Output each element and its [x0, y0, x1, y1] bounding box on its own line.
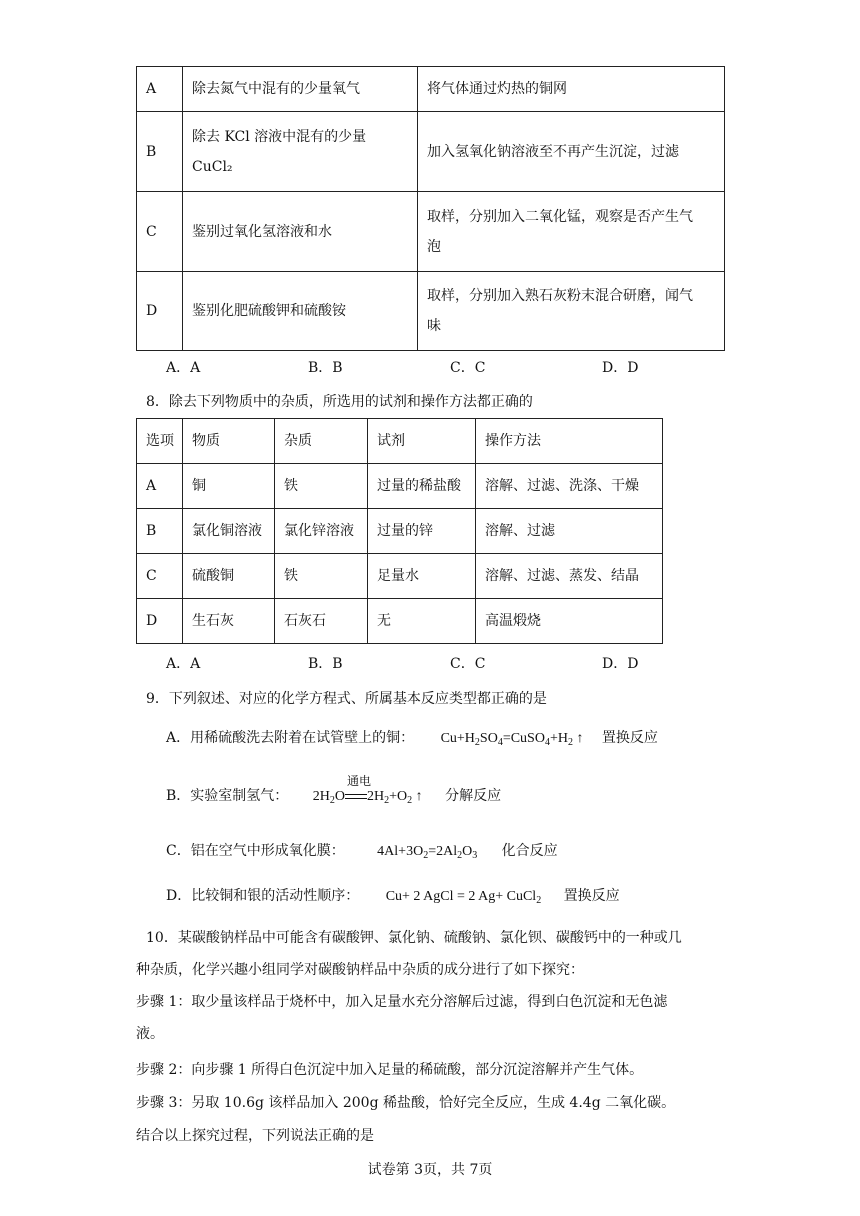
q8-stem: 8．除去下列物质中的杂质，所选用的试剂和操作方法都正确的	[146, 394, 533, 410]
table-cell: 硫酸铜	[183, 554, 275, 599]
q9-option-c[interactable]	[166, 840, 558, 863]
option-text: A．用稀硫酸洗去附着在试管壁上的铜：	[166, 730, 415, 746]
choice-a[interactable]: A．A	[166, 656, 201, 672]
q10-step1-line: 液。	[136, 1026, 164, 1042]
option-cell: B	[137, 112, 183, 192]
table-cell: B	[137, 509, 183, 554]
choice-d[interactable]: D．D	[602, 360, 639, 376]
choice-b[interactable]: B．B	[308, 656, 343, 672]
purpose-cell: 除去氮气中混有的少量氧气	[183, 67, 418, 112]
equation: Cu+ 2 AgCl = 2 Ag+ CuCl$_2$	[385, 889, 542, 906]
method-cell	[418, 192, 725, 272]
equation: $4Al+3O_2=2Al_2O_3$	[377, 844, 478, 861]
option-cell: A	[137, 67, 183, 112]
option-cell: D	[137, 272, 183, 351]
reaction-type: 分解反应	[445, 788, 502, 804]
q8-options	[166, 653, 744, 675]
purpose-cell: 鉴别过氧化氢溶液和水	[183, 192, 418, 272]
choice-a[interactable]: A．A	[166, 360, 201, 376]
option-text: C．铝在空气中形成氧化膜：	[166, 843, 345, 859]
equation: $2H_2O$ 通电 $2H_2+O_2$ ↑	[313, 789, 423, 804]
method-line: 味	[427, 318, 441, 334]
purpose-cell: 鉴别化肥硫酸钾和硫酸铵	[183, 272, 418, 351]
header-cell: 杂质	[275, 419, 368, 464]
choice-c[interactable]: C．C	[450, 360, 486, 376]
reaction-type: 化合反应	[501, 843, 558, 859]
q9-option-b[interactable]	[166, 774, 502, 808]
q10-step3: 步骤 3：另取 10.6g 该样品加入 200g 稀盐酸，恰好完全反应，生成 4.4g 二氧化碳。	[136, 1095, 676, 1111]
purpose-line: CuCl₂	[192, 158, 233, 175]
table-cell: 无	[368, 599, 476, 644]
table-row	[137, 599, 663, 644]
table-cell: D	[137, 599, 183, 644]
reaction-type: 置换反应	[601, 730, 658, 746]
table-cell: 溶解、过滤、洗涤、干燥	[476, 464, 663, 509]
method-cell: 将气体通过灼热的铜网	[418, 67, 725, 112]
method-line: 取样，分别加入熟石灰粉末混合研磨，闻气	[427, 288, 693, 304]
table-cell: 溶解、过滤、蒸发、结晶	[476, 554, 663, 599]
q9-option-a[interactable]	[166, 727, 658, 750]
table-cell: 铁	[275, 554, 368, 599]
purpose-line: 除去 KCl 溶液中混有的少量	[192, 128, 367, 145]
table-row	[137, 272, 725, 351]
table-row	[137, 464, 663, 509]
table-cell: 溶解、过滤	[476, 509, 663, 554]
header-cell: 操作方法	[476, 419, 663, 464]
q10-step1-line: 步骤 1：取少量该样品于烧杯中，加入足量水充分溶解后过滤，得到白色沉淀和无色滤	[136, 994, 668, 1010]
choice-d[interactable]: D．D	[602, 656, 639, 672]
method-cell: 加入氢氧化钠溶液至不再产生沉淀，过滤	[418, 112, 725, 192]
table-cell: A	[137, 464, 183, 509]
table-cell: 过量的稀盐酸	[368, 464, 476, 509]
table-row	[137, 67, 725, 112]
table-cell: 生石灰	[183, 599, 275, 644]
q10-conclusion: 结合以上探究过程，下列说法正确的是	[136, 1128, 374, 1144]
table-row	[137, 112, 725, 192]
purpose-cell	[183, 112, 418, 192]
q7-options	[166, 357, 744, 379]
table-row	[137, 554, 663, 599]
equals-sign	[345, 794, 367, 799]
method-line: 取样，分别加入二氧化锰，观察是否产生气	[427, 208, 693, 225]
option-cell: C	[137, 192, 183, 272]
table-row	[137, 509, 663, 554]
q9-stem: 9．下列叙述、对应的化学方程式、所属基本反应类型都正确的是	[146, 691, 547, 707]
choice-b[interactable]: B．B	[308, 360, 343, 376]
table-cell: 石灰石	[275, 599, 368, 644]
option-text: B．实验室制氢气：	[166, 788, 289, 804]
header-cell: 选项	[137, 419, 183, 464]
table-cell: C	[137, 554, 183, 599]
method-cell	[418, 272, 725, 351]
q10-stem-line: 10．某碳酸钠样品中可能含有碳酸钾、氯化钠、硫酸钠、氯化钡、碳酸钙中的一种或几	[146, 930, 682, 946]
table-header-row	[137, 419, 663, 464]
option-text: D．比较铜和银的活动性顺序：	[166, 888, 360, 904]
table-cell: 铁	[275, 464, 368, 509]
choice-c[interactable]: C．C	[450, 656, 486, 672]
page-footer: 试卷第 3页，共 7页	[367, 1162, 493, 1178]
table-cell: 氯化铜溶液	[183, 509, 275, 554]
table-cell: 氯化锌溶液	[275, 509, 368, 554]
table-row	[137, 192, 725, 272]
equation: $Cu+H_2SO_4=CuSO_4+H_2$ ↑	[440, 731, 584, 748]
table-cell: 高温煅烧	[476, 599, 663, 644]
q10-step2: 步骤 2：向步骤 1 所得白色沉淀中加入足量的稀硫酸，部分沉淀溶解并产生气体。	[136, 1062, 644, 1078]
reaction-condition: 通电	[347, 774, 372, 788]
q8-table	[136, 418, 663, 644]
header-cell: 试剂	[368, 419, 476, 464]
table-cell: 足量水	[368, 554, 476, 599]
q9-option-d[interactable]	[166, 885, 620, 908]
table-cell: 铜	[183, 464, 275, 509]
q7-table	[136, 66, 725, 351]
table-cell: 过量的锌	[368, 509, 476, 554]
reaction-type: 置换反应	[563, 888, 620, 904]
method-line: 泡	[427, 238, 441, 255]
q10-stem-line: 种杂质，化学兴趣小组同学对碳酸钠样品中杂质的成分进行了如下探究：	[136, 962, 584, 978]
header-cell: 物质	[183, 419, 275, 464]
